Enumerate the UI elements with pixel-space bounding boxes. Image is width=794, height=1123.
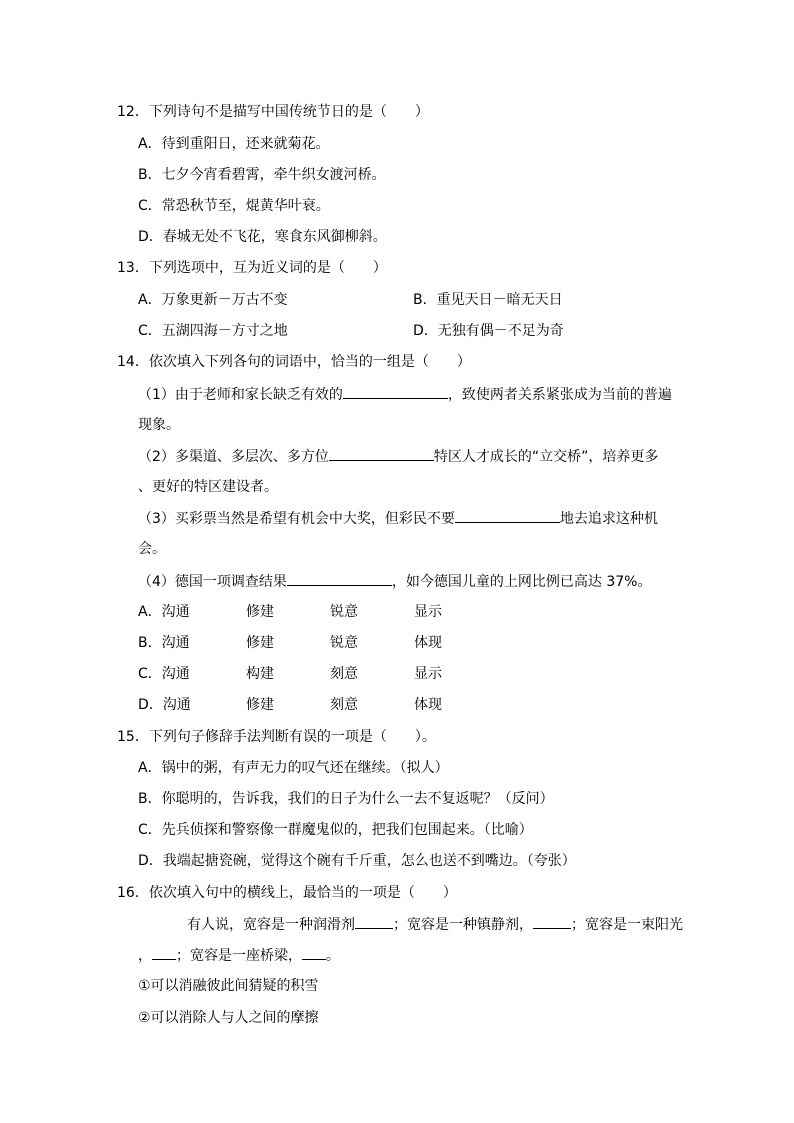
q14-choice-b <box>138 633 538 653</box>
q14-choice-c <box>138 664 538 684</box>
q14-s4-blank <box>287 571 392 586</box>
q16-blank-4 <box>302 945 326 960</box>
q16-blank-2 <box>533 914 571 929</box>
q12-option-a: A．待到重阳日，还来就菊花。 <box>138 136 330 152</box>
q14-choice-d-word-2: 修建 <box>246 697 274 713</box>
q14-choice-a-word-3: 锐意 <box>330 604 358 620</box>
q15-option-c: C．先兵侦探和警察像一群魔鬼似的，把我们包围起来。（比喻） <box>138 822 533 838</box>
q14-sentence-4 <box>138 571 652 591</box>
q14-choice-a-word-1: A．沟通 <box>138 604 190 620</box>
q12-stem: 12．下列诗句不是描写中国传统节日的是（ ） <box>117 104 429 120</box>
q16-blank-3 <box>152 945 176 960</box>
q14-s1-continuation: 现象。 <box>138 417 180 433</box>
q13-option-a: A．万象更新－万古不变 <box>138 292 288 308</box>
q13-option-d: D．无独有偶－不足为奇 <box>413 323 564 339</box>
q14-choice-d-word-4: 体现 <box>414 697 442 713</box>
q14-s1-blank <box>343 384 448 399</box>
q14-choice-b-word-1: B．沟通 <box>138 635 190 651</box>
q14-choice-a <box>138 602 538 622</box>
q14-choice-c-word-4: 显示 <box>414 666 442 682</box>
q14-sentence-2 <box>138 446 658 466</box>
q14-choice-d-word-3: 刻意 <box>330 697 358 713</box>
q15-option-a: A．锅中的粥，有声无力的叹气还在继续。（拟人） <box>138 760 449 776</box>
q14-s3-text-b: 地去追求这种机 <box>559 511 658 527</box>
q12-option-c: C．常恐秋节至，焜黄华叶衰。 <box>138 198 330 214</box>
q14-s4-text-a: （4）德国一项调查结果 <box>138 574 287 590</box>
q14-stem: 14．依次填入下列各句的词语中，恰当的一组是（ ） <box>117 354 471 370</box>
q16-passage-line-1 <box>187 914 683 934</box>
q14-s1-text-b: ，致使两者关系紧张成为当前的普遍 <box>447 387 672 403</box>
q14-choice-d <box>138 695 538 715</box>
q16-stem: 16．依次填入句中的横线上，最恰当的一项是（ ） <box>117 885 457 901</box>
q13-option-c: C．五湖四海－方寸之地 <box>138 323 288 339</box>
q15-option-d: D．我端起搪瓷碗，觉得这个碗有千斤重，怎么也送不到嘴边。（夸张） <box>138 853 576 869</box>
q14-s4-text-b: ，如今德国儿童的上网比例已高达 37%。 <box>391 574 652 590</box>
q16-p2-text-a: ， <box>138 948 152 964</box>
q14-s2-blank <box>329 446 434 461</box>
q16-passage-line-2 <box>138 945 340 965</box>
q14-s3-text-a: （3）买彩票当然是希望有机会中大奖，但彩民不要 <box>138 511 455 527</box>
q14-s3-blank <box>455 508 560 523</box>
q14-s2-text-b: 特区人才成长的“立交桥”，培养更多 <box>433 449 659 465</box>
q16-item-1: ①可以消融彼此间猜疑的积雪 <box>138 978 319 994</box>
q16-p1-text-c: ；宽容是一束阳光 <box>571 917 683 933</box>
q14-s1-text-a: （1）由于老师和家长缺乏有效的 <box>138 387 343 403</box>
q16-blank-1 <box>355 914 393 929</box>
q16-item-2: ②可以消除人与人之间的摩擦 <box>138 1010 319 1026</box>
q14-choice-c-word-2: 构建 <box>246 666 274 682</box>
q16-p2-text-b: ；宽容是一座桥梁， <box>176 948 302 964</box>
q14-choice-b-word-2: 修建 <box>246 635 274 651</box>
q14-choice-b-word-3: 锐意 <box>330 635 358 651</box>
q14-sentence-3 <box>138 508 658 528</box>
q16-p2-text-c: 。 <box>326 948 340 964</box>
q15-option-b: B．你聪明的，告诉我，我们的日子为什么一去不复返呢？（反问） <box>138 791 554 807</box>
q14-choice-c-word-3: 刻意 <box>330 666 358 682</box>
q14-s2-text-a: （2）多渠道、多层次、多方位 <box>138 449 329 465</box>
q14-choice-c-word-1: C．沟通 <box>138 666 190 682</box>
q13-option-b: B．重见天日－暗无天日 <box>413 292 563 308</box>
q14-s3-continuation: 会。 <box>138 541 166 557</box>
q14-s2-continuation: 、更好的特区建设者。 <box>138 479 278 495</box>
q14-choice-d-word-1: D．沟通 <box>138 697 191 713</box>
q12-option-b: B．七夕今宵看碧霄，牵牛织女渡河桥。 <box>138 167 386 183</box>
q16-p1-text-b: ；宽容是一种镇静剂， <box>393 917 533 933</box>
q16-p1-text-a: 有人说，宽容是一种润滑剂 <box>187 917 355 933</box>
q14-sentence-1 <box>138 384 672 404</box>
q13-stem: 13．下列选项中，互为近义词的是（ ） <box>117 260 387 276</box>
q15-stem: 15．下列句子修辞手法判断有误的一项是（ ）。 <box>117 729 436 745</box>
q14-choice-a-word-2: 修建 <box>246 604 274 620</box>
q14-choice-a-word-4: 显示 <box>414 604 442 620</box>
q12-option-d: D．春城无处不飞花，寒食东风御柳斜。 <box>138 229 387 245</box>
q14-choice-b-word-4: 体现 <box>414 635 442 651</box>
